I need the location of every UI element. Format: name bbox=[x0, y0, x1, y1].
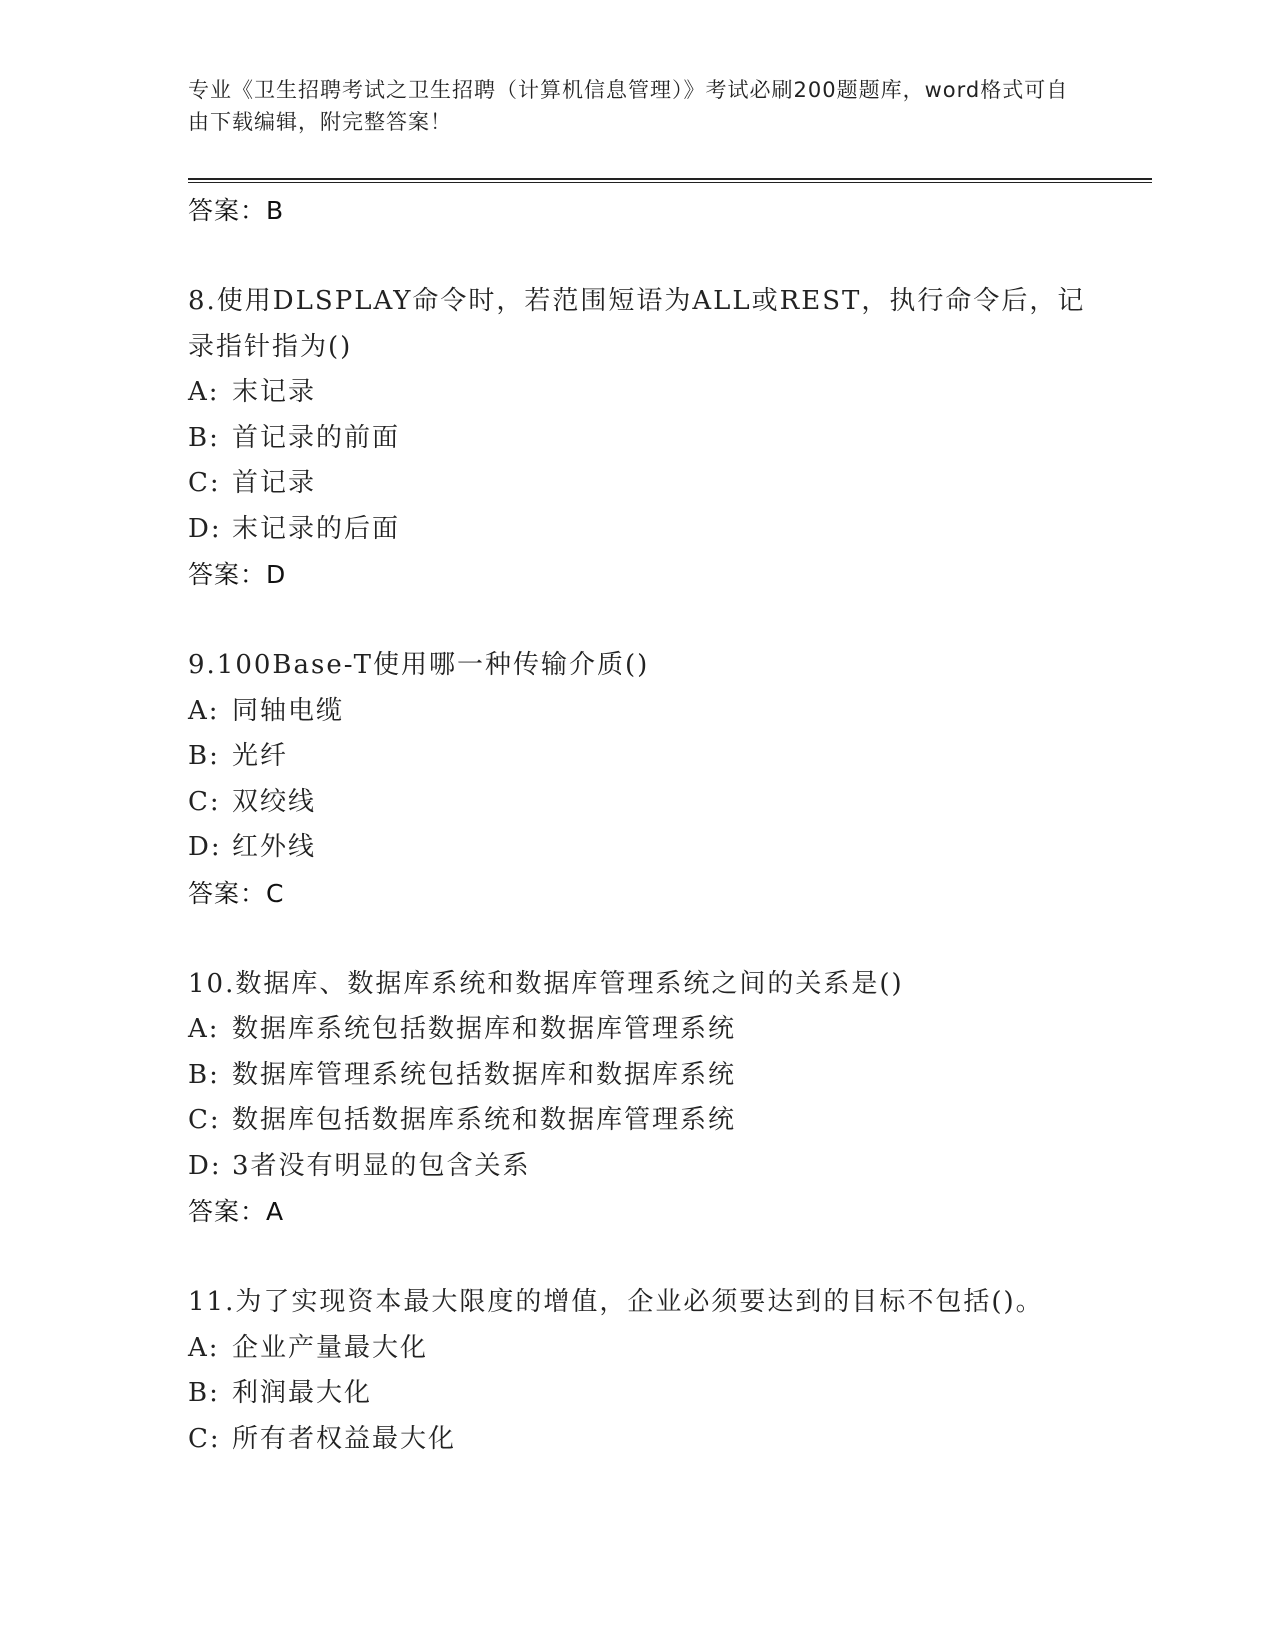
option-text: 首记录 bbox=[232, 468, 317, 498]
option-text: 光纤 bbox=[232, 741, 289, 771]
spacer bbox=[188, 917, 1088, 962]
answer-line: 答案：B bbox=[188, 196, 285, 225]
option-text: 末记录的后面 bbox=[232, 513, 401, 544]
option-letter: B: bbox=[188, 1378, 220, 1408]
question-block-10 bbox=[188, 962, 1088, 1236]
option-text: 数据库系统包括数据库和数据库管理系统 bbox=[232, 1014, 737, 1044]
question-stem: 10.数据库、数据库系统和数据库管理系统之间的关系是() bbox=[188, 968, 904, 999]
spacer bbox=[188, 1235, 1088, 1280]
option-b bbox=[188, 416, 1088, 462]
option-d bbox=[188, 1144, 1088, 1190]
question-block-8 bbox=[188, 279, 1088, 598]
option-text: 所有者权益最大化 bbox=[232, 1423, 457, 1454]
question-stem: 8.使用DLSPLAY命令时，若范围短语为ALL或REST，执行命令后，记 bbox=[188, 286, 1086, 316]
option-letter: C: bbox=[188, 1423, 221, 1454]
option-letter: D: bbox=[188, 513, 222, 544]
option-letter: C: bbox=[188, 786, 221, 817]
option-text: 同轴电缆 bbox=[232, 695, 345, 726]
option-text: 利润最大化 bbox=[232, 1378, 373, 1408]
spacer bbox=[188, 598, 1088, 643]
question-block-11 bbox=[188, 1280, 1088, 1462]
option-text: 双绞线 bbox=[232, 786, 317, 817]
question-content bbox=[188, 188, 1088, 1462]
option-a bbox=[188, 1007, 1088, 1053]
option-c bbox=[188, 461, 1088, 507]
option-letter: A: bbox=[188, 1014, 220, 1044]
answer-line: 答案：D bbox=[188, 560, 287, 589]
option-letter: C: bbox=[188, 468, 221, 498]
option-text: 数据库管理系统包括数据库和数据库系统 bbox=[232, 1059, 737, 1090]
option-c bbox=[188, 780, 1088, 826]
option-a bbox=[188, 1326, 1088, 1372]
option-letter: A: bbox=[188, 1332, 220, 1363]
question-stem-continued: 录指针指为() bbox=[188, 331, 353, 362]
option-letter: A: bbox=[188, 695, 220, 726]
option-b bbox=[188, 1053, 1088, 1099]
answer-line: 答案：C bbox=[188, 878, 285, 908]
option-a bbox=[188, 370, 1088, 416]
question-stem: 11.为了实现资本最大限度的增值，企业必须要达到的目标不包括()。 bbox=[188, 1287, 1044, 1317]
page-header-text: 专业《卫生招聘考试之卫生招聘（计算机信息管理）》考试必刷200题题库，word格式可自由下载编辑，附完整答案！ bbox=[188, 78, 1069, 134]
option-text: 末记录 bbox=[232, 377, 317, 407]
option-letter: D: bbox=[188, 832, 222, 862]
option-a bbox=[188, 689, 1088, 735]
option-text: 红外线 bbox=[232, 832, 317, 862]
option-d bbox=[188, 507, 1088, 553]
option-c bbox=[188, 1417, 1088, 1463]
option-text: 数据库包括数据库系统和数据库管理系统 bbox=[232, 1105, 737, 1135]
answer-line: 答案：A bbox=[188, 1197, 285, 1226]
option-letter: A: bbox=[188, 377, 220, 407]
option-c bbox=[188, 1098, 1088, 1144]
option-letter: B: bbox=[188, 1059, 220, 1090]
option-letter: B: bbox=[188, 422, 220, 453]
question-block-9 bbox=[188, 643, 1088, 917]
option-letter: B: bbox=[188, 741, 220, 771]
header-divider bbox=[188, 178, 1152, 183]
spacer bbox=[188, 234, 1088, 279]
option-text: 首记录的前面 bbox=[232, 422, 401, 453]
question-stem: 9.100Base-T使用哪一种传输介质() bbox=[188, 650, 650, 680]
option-text: 3者没有明显的包含关系 bbox=[232, 1150, 531, 1181]
option-b bbox=[188, 734, 1088, 780]
option-letter: D: bbox=[188, 1150, 222, 1181]
option-text: 企业产量最大化 bbox=[232, 1332, 429, 1363]
option-d bbox=[188, 825, 1088, 871]
option-b bbox=[188, 1371, 1088, 1417]
option-letter: C: bbox=[188, 1105, 221, 1135]
